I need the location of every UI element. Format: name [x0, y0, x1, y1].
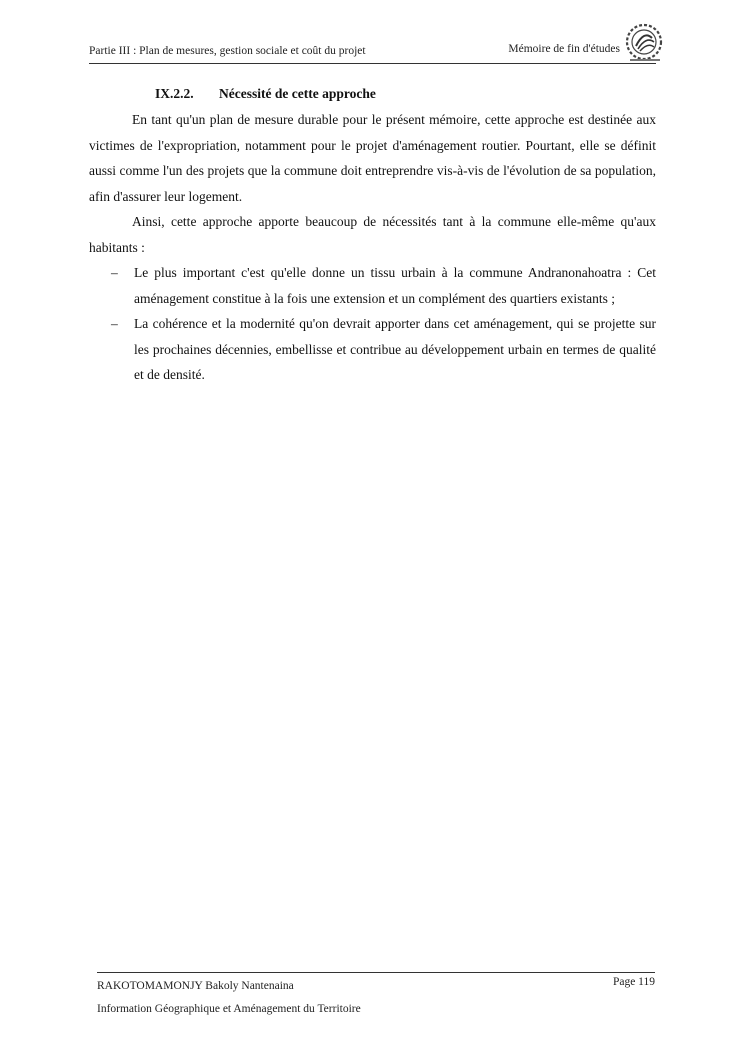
header-document-type: Mémoire de fin d'études — [508, 43, 620, 55]
bullet-dash: – — [111, 265, 118, 280]
paragraph-2: Ainsi, cette approche apporte beaucoup de nécessités tant à la commune elle-même qu'aux habitants : — [89, 214, 656, 255]
header-part-title: Partie III : Plan de mesures, gestion sociale et coût du projet — [89, 45, 366, 57]
list-item — [89, 260, 656, 311]
section-heading — [155, 86, 376, 102]
section-number: IX.2.2. — [155, 86, 194, 101]
bullet-list — [89, 260, 656, 388]
footer-author: RAKOTOMAMONJY Bakoly Nantenaina — [97, 980, 294, 992]
paragraph-1: En tant qu'un plan de mesure durable pour le présent mémoire, cette approche est destinée aux victimes de l'expropriation, notamment pour le projet d'aménagement routier. Pourtant, elle se définit aussi comme l'un des projets que la commune doit entreprendre vis-à-vis de l'évolution de sa population, afin d'assurer leur logement. — [89, 112, 656, 204]
list-item-text: La cohérence et la modernité qu'on devrait apporter dans cet aménagement, qui se projette sur les prochaines décennies, embellisse et contribue au développement urbain en termes de qualité et de densité. — [134, 316, 656, 382]
page-number: Page 119 — [612, 976, 655, 988]
list-item-text: Le plus important c'est qu'elle donne un tissu urbain à la commune Andranonahoatra : Cet aménagement constitue à la fois une extension et un complément des quartiers existants ; — [134, 265, 656, 306]
institution-logo-icon — [622, 20, 666, 64]
footer-divider — [97, 972, 655, 973]
header-divider — [89, 63, 656, 64]
footer-program: Information Géographique et Aménagement du Territoire — [97, 1003, 361, 1015]
section-title: Nécessité de cette approche — [219, 86, 376, 101]
list-item — [89, 311, 656, 388]
bullet-dash: – — [111, 316, 118, 331]
